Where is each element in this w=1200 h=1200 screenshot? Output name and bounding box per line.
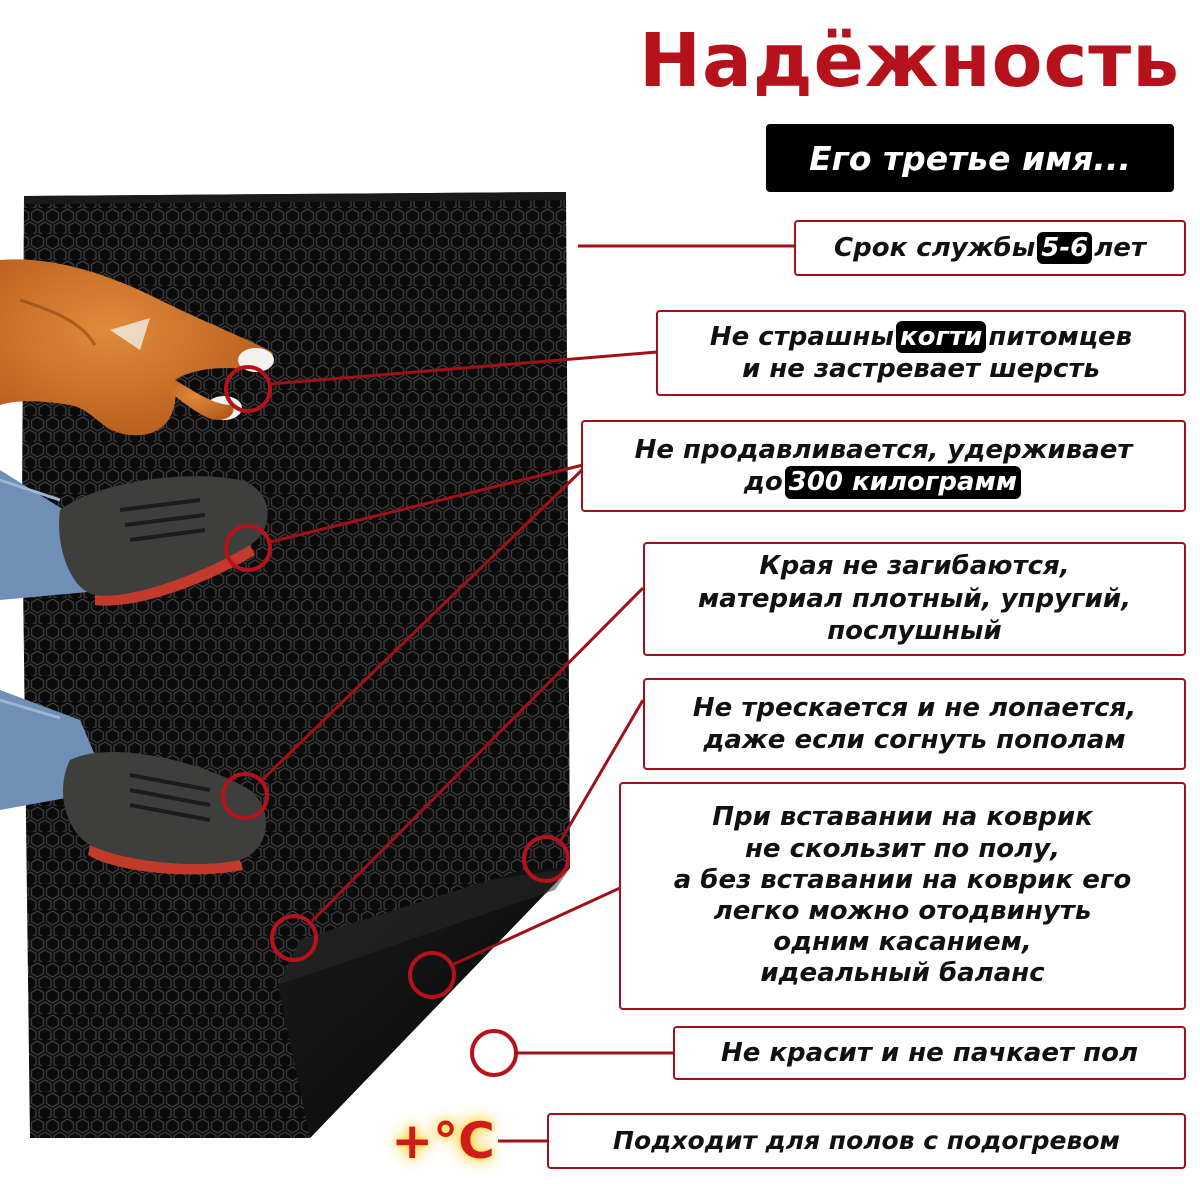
feature-text: При вставании на коврик <box>712 802 1093 833</box>
feature-text: Подходит для полов с подогревом <box>613 1126 1120 1156</box>
callout-circle <box>472 1031 516 1075</box>
feature-text: идеальный баланс <box>760 958 1045 989</box>
feature-crack <box>643 678 1186 770</box>
feature-text: легко можно отодвинуть <box>713 896 1092 926</box>
feature-heated-floor <box>547 1113 1186 1169</box>
feature-text: Не трескается и не лопается, <box>692 692 1137 723</box>
highlight-badge: когти <box>896 321 986 354</box>
subtitle-badge: Его третье имя... <box>766 124 1174 192</box>
feature-claws <box>656 310 1186 396</box>
feature-text: и не застревает шерсть <box>742 354 1100 384</box>
feature-stain <box>673 1026 1186 1080</box>
feature-text: Не красит и не пачкает пол <box>720 1037 1139 1068</box>
highlight-badge: 5-6 <box>1037 232 1092 265</box>
feature-text: Не продавливается, удерживает <box>634 434 1133 465</box>
feature-weight <box>581 420 1186 512</box>
feature-text: даже если согнуть пополам <box>703 725 1126 755</box>
feature-text: до <box>743 467 783 497</box>
feature-text: материал плотный, упругий, <box>698 583 1131 614</box>
feature-text: Края не загибаются, <box>759 551 1070 582</box>
feature-text: а без вставании на коврик его <box>673 864 1132 895</box>
heat-icon: +°C <box>391 1112 495 1170</box>
page-title: Надёжность <box>639 18 1180 104</box>
highlight-badge: 300 килограмм <box>785 466 1021 499</box>
feature-text: послушный <box>827 616 1002 647</box>
feature-lifespan <box>794 220 1186 276</box>
feature-text: Срок службы <box>834 232 1036 263</box>
feature-text: одним касанием, <box>773 927 1032 958</box>
feature-text: Не страшны <box>709 321 895 352</box>
feature-edges <box>643 542 1186 656</box>
feature-text: лет <box>1094 232 1146 263</box>
feature-slip <box>619 782 1186 1010</box>
feature-text: питомцев <box>988 321 1133 352</box>
feature-text: не скользит по полу, <box>744 833 1061 864</box>
